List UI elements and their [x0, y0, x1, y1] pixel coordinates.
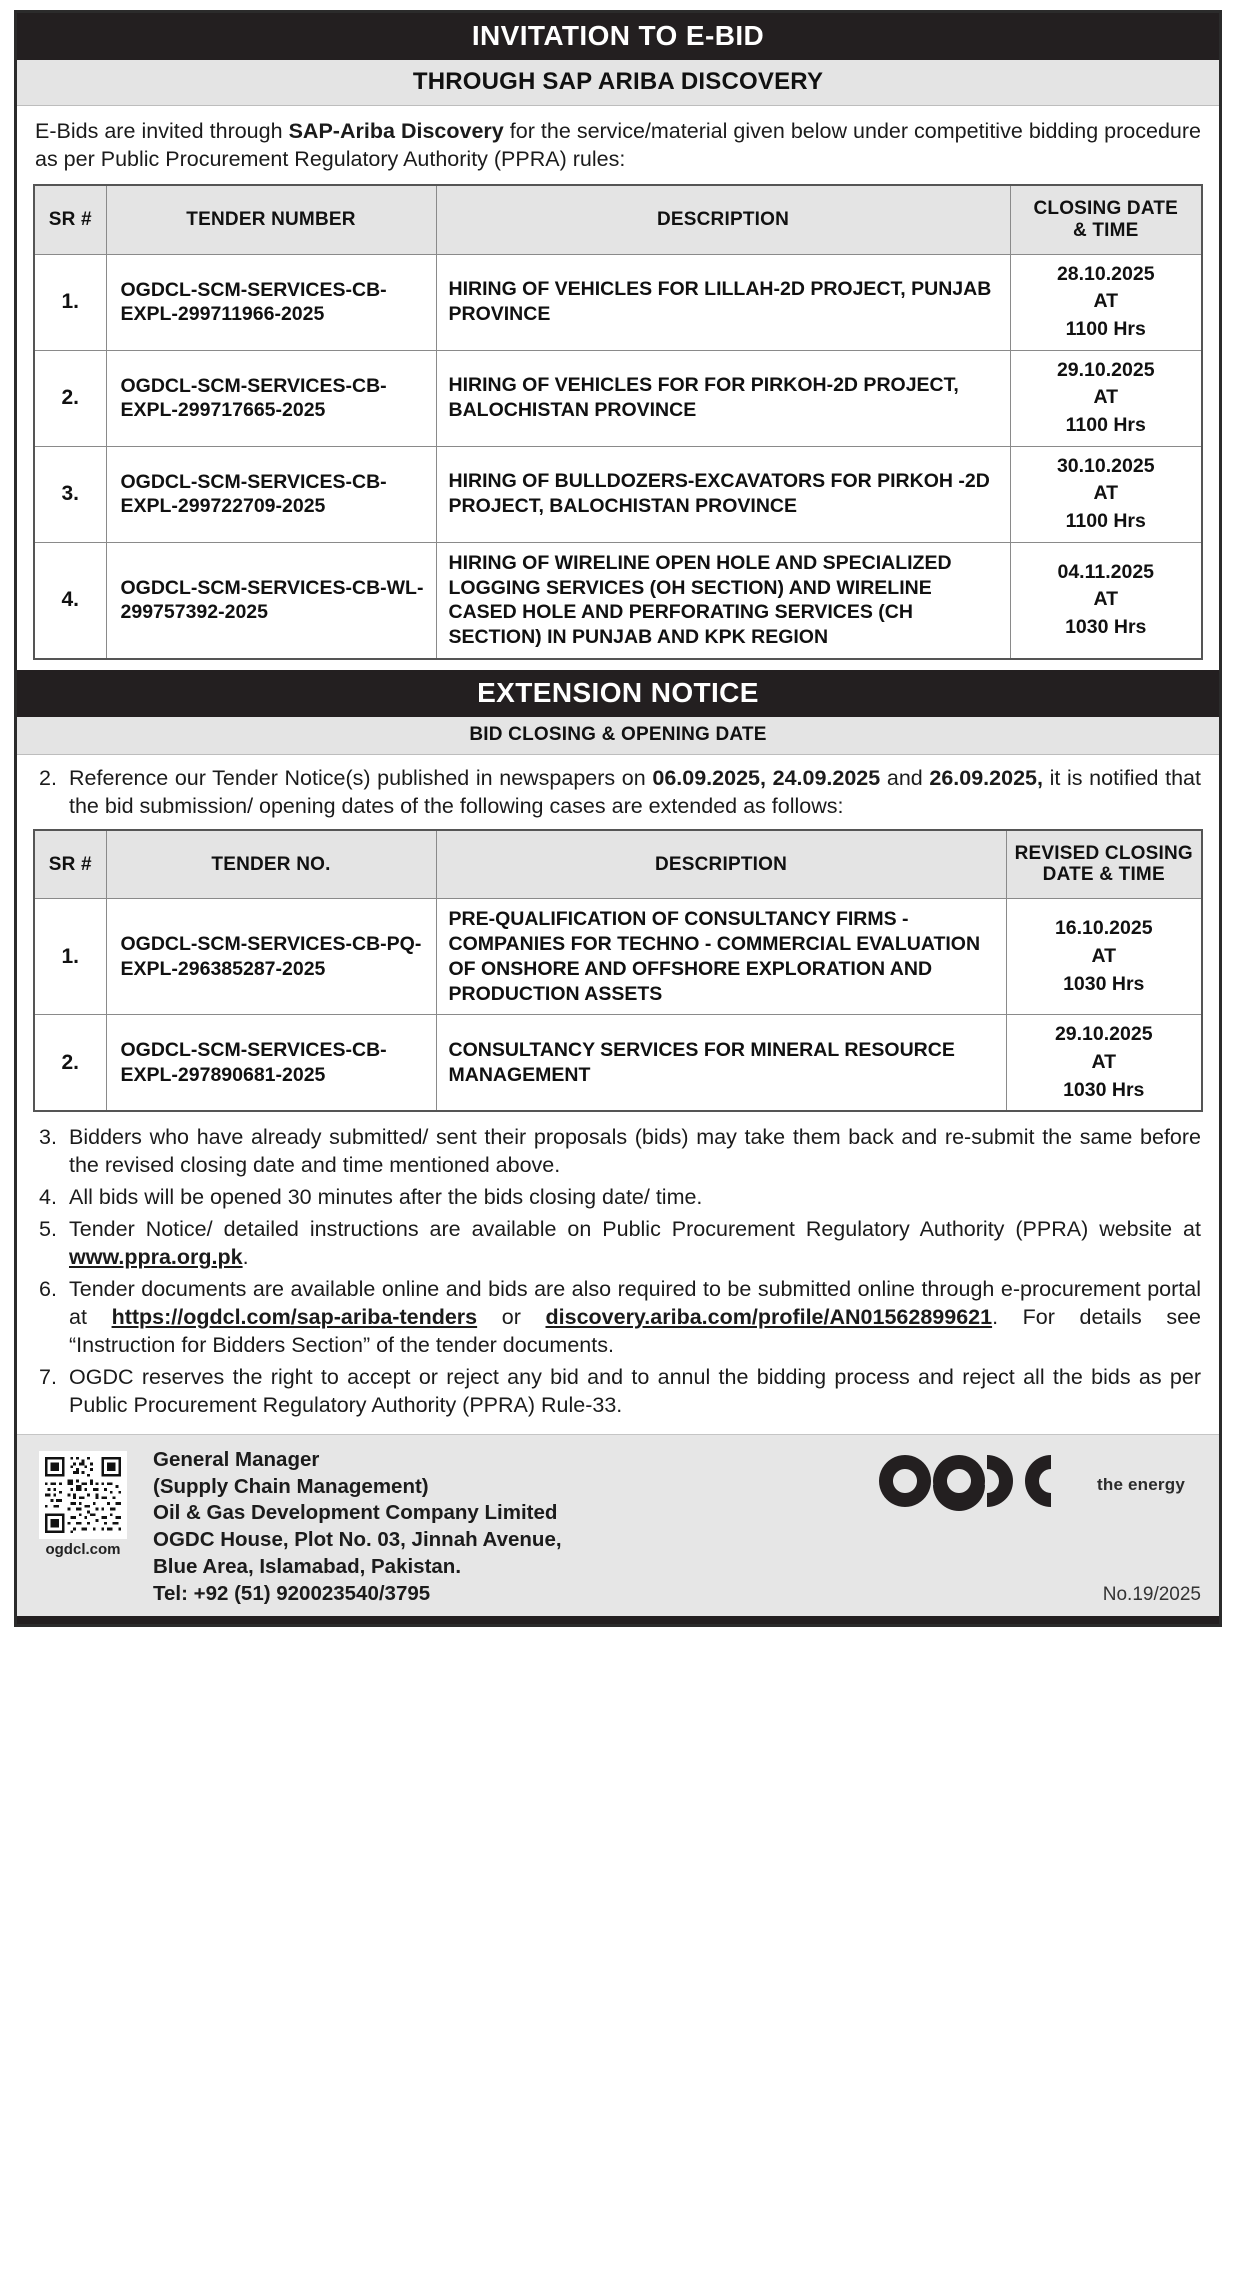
clause-4-text: All bids will be opened 30 minutes after the bids closing date/ time. [69, 1185, 703, 1210]
page-subtitle: THROUGH SAP ARIBA DISCOVERY [17, 60, 1219, 106]
row-revised-closing-date [1006, 899, 1202, 1015]
table-header-row [34, 185, 1202, 254]
clause-3-number: 3. [39, 1125, 57, 1150]
col-header-tender-number: TENDER NUMBER [106, 185, 436, 254]
table-row [34, 446, 1202, 542]
clause-5-text-a: Tender Notice/ detailed instructions are available on Public Procurement Regulatory Authority (PPRA) website at [69, 1217, 1201, 1242]
row-date-at: AT [1093, 482, 1119, 505]
col-header-revised-closing-date [1006, 830, 1202, 899]
intro-bold-term: SAP-Ariba Discovery [288, 119, 504, 143]
extension-text-d: it is notified that the bid submission/ opening dates of the following cases are extended as follows: [69, 765, 1201, 818]
extension-date-1: 06.09.2025, [652, 765, 766, 790]
extension-date-2: 24.09.2025 [772, 765, 881, 790]
row-tender-number: OGDCL-SCM-SERVICES-CB-EXPL-299722709-2025 [106, 446, 436, 542]
table-row [34, 899, 1202, 1015]
row-sr: 1. [34, 254, 106, 350]
row-date-time: 1100 Hrs [1065, 317, 1146, 340]
row-closing-date [1010, 446, 1202, 542]
col-header-closing-date [1010, 185, 1202, 254]
row-closing-date [1010, 542, 1202, 659]
col-header-description: DESCRIPTION [436, 185, 1010, 254]
address-line-1: General Manager [153, 1447, 320, 1471]
qr-block [31, 1445, 135, 1608]
row-description: CONSULTANCY SERVICES FOR MINERAL RESOURCE MANAGEMENT [436, 1015, 1006, 1112]
qr-code-icon[interactable] [39, 1451, 127, 1539]
col-header-sr: SR # [34, 830, 106, 899]
row-sr: 4. [34, 542, 106, 659]
row-date-time: 1030 Hrs [1063, 972, 1145, 995]
row-date-value: 04.11.2025 [1057, 560, 1155, 583]
reference-number: No.19/2025 [1102, 1583, 1201, 1605]
ogdc-logo-icon [875, 1451, 1089, 1520]
address-line-2: (Supply Chain Management) [153, 1474, 429, 1498]
clause-6-number: 6. [39, 1277, 57, 1302]
address-line-5: Blue Area, Islamabad, Pakistan. [153, 1555, 462, 1579]
table-row [34, 542, 1202, 659]
table-header-row [34, 830, 1202, 899]
extension-text-c: and [880, 765, 930, 790]
intro-prefix: E-Bids are invited through [35, 119, 289, 143]
table-row [34, 350, 1202, 446]
clause-7 [17, 1362, 1219, 1422]
row-sr: 1. [34, 899, 106, 1015]
clause-7-text: OGDC reserves the right to accept or reject any bid and to annul the bidding process and reject all the bids as per Public Procurement Regulatory Authority (PPRA) Rule-33. [69, 1364, 1201, 1417]
row-closing-date [1010, 350, 1202, 446]
row-closing-date [1010, 254, 1202, 350]
extension-table [33, 829, 1203, 1113]
contact-address [135, 1445, 875, 1608]
row-tender-number: OGDCL-SCM-SERVICES-CB-EXPL-299717665-2025 [106, 350, 436, 446]
extension-text-b [766, 766, 773, 790]
row-description: PRE-QUALIFICATION OF CONSULTANCY FIRMS - COMPANIES FOR TECHNO - COMMERCIAL EVALUATION OF ONSHORE AND OFFSHORE EXPLORATION AND PRODUCTION ASSETS [436, 899, 1006, 1015]
ppra-website-link[interactable]: www.ppra.org.pk [69, 1245, 243, 1270]
clause-3-text: Bidders who have already submitted/ sent their proposals (bids) may take them back and re-submit the same before the revised closing date and time mentioned above. [69, 1125, 1201, 1178]
extension-paragraph-number: 2. [39, 765, 57, 790]
page-title: INVITATION TO E-BID [17, 13, 1219, 60]
row-date-at: AT [1091, 1051, 1117, 1073]
row-tender-number: OGDCL-SCM-SERVICES-CB-EXPL-299711966-2025 [106, 254, 436, 350]
row-date-time: 1100 Hrs [1065, 414, 1146, 436]
clause-3 [17, 1122, 1219, 1182]
footer [17, 1434, 1219, 1616]
clause-6-text [69, 1276, 1201, 1360]
row-date-time: 1100 Hrs [1065, 510, 1146, 533]
row-date-value: 16.10.2025 [1054, 917, 1153, 940]
extension-notice-subtitle: BID CLOSING & OPENING DATE [17, 717, 1219, 755]
col-header-closing-date-line1: CLOSING DATE [1033, 197, 1179, 219]
clause-5-text [69, 1216, 1201, 1272]
col-header-description: DESCRIPTION [436, 830, 1006, 899]
row-revised-closing-date [1006, 1015, 1202, 1112]
row-date-value: 29.10.2025 [1054, 1023, 1153, 1046]
intro-paragraph [17, 106, 1219, 180]
invitation-table [33, 184, 1203, 660]
row-tender-number: OGDCL-SCM-SERVICES-CB-EXPL-297890681-2025 [106, 1015, 436, 1112]
row-description: HIRING OF VEHICLES FOR LILLAH-2D PROJECT, PUNJAB PROVINCE [436, 254, 1010, 350]
col-header-sr: SR # [34, 185, 106, 254]
col-header-revised-line2: DATE & TIME [1042, 864, 1165, 886]
qr-caption: ogdcl.com [45, 1540, 121, 1558]
row-sr: 3. [34, 446, 106, 542]
col-header-closing-date-line2: & TIME [1072, 219, 1139, 241]
address-line-4: OGDC House, Plot No. 03, Jinnah Avenue, [153, 1528, 562, 1552]
clause-7-number: 7. [39, 1364, 57, 1389]
bottom-divider [17, 1616, 1219, 1624]
clause-4-number: 4. [39, 1185, 57, 1210]
row-sr: 2. [34, 1015, 106, 1112]
row-date-time: 1030 Hrs [1063, 1078, 1145, 1101]
row-tender-number: OGDCL-SCM-SERVICES-CB-WL-299757392-2025 [106, 542, 436, 659]
clause-6-text-a: Tender documents are available online and bids are also required to be submitted online through e-procurement portal at [69, 1277, 1201, 1329]
extension-paragraph [17, 755, 1219, 825]
logo-block [875, 1445, 1205, 1608]
row-description: HIRING OF VEHICLES FOR FOR PIRKOH-2D PROJECT, BALOCHISTAN PROVINCE [436, 350, 1010, 446]
row-date-at: AT [1093, 588, 1119, 611]
table-row [34, 254, 1202, 350]
clause-4 [17, 1182, 1219, 1214]
row-date-value: 29.10.2025 [1056, 358, 1155, 381]
ariba-discovery-profile-link[interactable]: discovery.ariba.com/profile/AN01562899621 [545, 1305, 993, 1329]
row-tender-number: OGDCL-SCM-SERVICES-CB-PQ-EXPL-296385287-2025 [106, 899, 436, 1015]
extension-paragraph-text [69, 765, 1201, 821]
ogdcl-portal-link[interactable]: https://ogdcl.com/sap-ariba-tenders [111, 1305, 478, 1329]
table-row [34, 1015, 1202, 1112]
row-date-at: AT [1093, 290, 1119, 313]
extension-notice-title: EXTENSION NOTICE [17, 670, 1219, 717]
row-description: HIRING OF WIRELINE OPEN HOLE AND SPECIALIZED LOGGING SERVICES (OH SECTION) AND WIRELINE CASED HOLE AND PERFORATING SERVICES (CH SECTION) IN PUNJAB AND KPK REGION [436, 542, 1010, 659]
clause-5 [17, 1214, 1219, 1274]
extension-table-wrapper [17, 825, 1219, 1123]
tender-notice-card [14, 10, 1222, 1627]
clause-5-text-b: . [242, 1245, 249, 1270]
clause-6-text-b: or [477, 1305, 546, 1329]
clause-6 [17, 1274, 1219, 1362]
extension-text-a: Reference our Tender Notice(s) published in newspapers on [69, 765, 653, 790]
extension-date-3: 26.09.2025, [929, 765, 1043, 790]
row-date-at: AT [1091, 944, 1117, 967]
logo-tagline: the energy [1097, 1475, 1185, 1495]
address-line-3: Oil & Gas Development Company Limited [153, 1501, 558, 1525]
intro-suffix: for the service/material given below under competitive bidding procedure as per Public Procurement Regulatory Authority (PPRA) rules: [35, 119, 1201, 171]
address-line-6-phone: Tel: +92 (51) 920023540/3795 [153, 1581, 431, 1605]
invitation-table-wrapper [17, 180, 1219, 670]
row-date-value: 28.10.2025 [1056, 262, 1155, 285]
clause-5-number: 5. [39, 1217, 57, 1242]
logo-row [875, 1451, 1205, 1520]
row-date-value: 30.10.2025 [1056, 454, 1155, 477]
row-date-time: 1030 Hrs [1065, 616, 1147, 639]
col-header-revised-line1: REVISED CLOSING [1014, 842, 1193, 864]
clause-6-text-c: . For details see “Instruction for Bidders Section” of the tender documents. [69, 1305, 1201, 1357]
row-sr: 2. [34, 350, 106, 446]
row-description: HIRING OF BULLDOZERS-EXCAVATORS FOR PIRKOH -2D PROJECT, BALOCHISTAN PROVINCE [436, 446, 1010, 542]
col-header-tender-no: TENDER NO. [106, 830, 436, 899]
row-date-at: AT [1093, 386, 1119, 409]
